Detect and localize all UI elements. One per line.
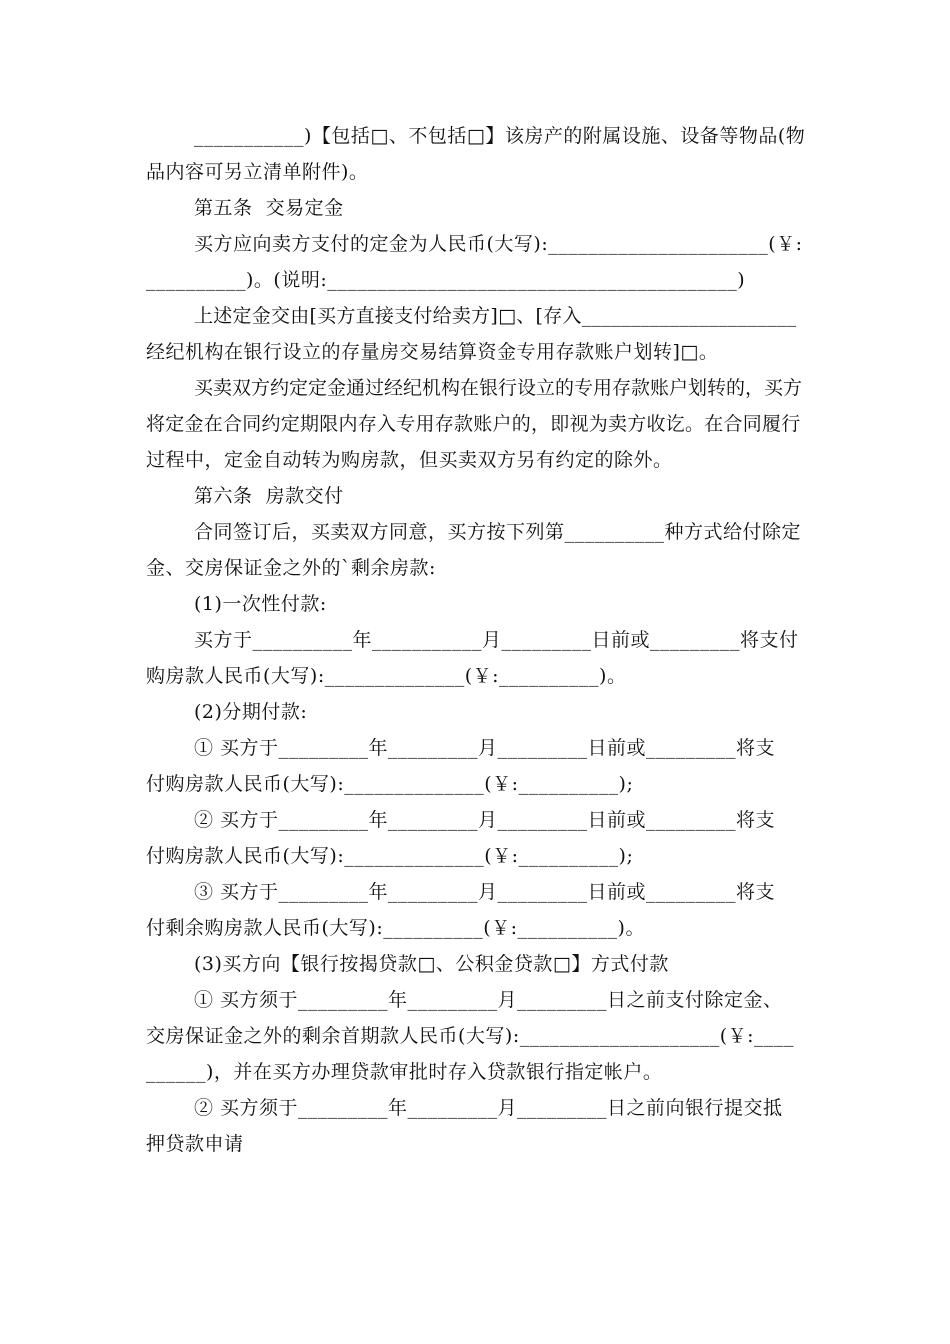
- text-line: ② 买方于_________年_________月_________日前或_________将支: [194, 809, 776, 831]
- text-line: 将定金在合同约定期限内存入专用存款账户的，即视为卖方收讫。在合同履行: [146, 413, 801, 435]
- text-line: ① 买方于_________年_________月_________日前或_________将支: [194, 737, 776, 759]
- text-line: __________)。(说明:_________________________________________): [146, 269, 746, 291]
- text-line: 品内容可另立清单附件)。: [146, 161, 369, 183]
- text-line: ② 买方须于_________年_________月_________日之前向银行提交抵: [194, 1097, 783, 1119]
- text-line: 付购房款人民币(大写):______________(￥:__________);: [146, 845, 634, 867]
- text-line: ① 买方须于_________年_________月_________日之前支付除定金、: [194, 989, 783, 1011]
- text-line: 押贷款申请: [146, 1133, 244, 1155]
- text-line: 购房款人民币(大写):______________(￥:__________)。: [146, 665, 627, 687]
- text-line: 经纪机构在银行设立的存量房交易结算资金专用存款账户划转]□。: [146, 341, 719, 363]
- text-line: 金、交房保证金之外的`剩余房款:: [146, 557, 436, 579]
- text-line: (3)买方向【银行按揭贷款□、公积金贷款□】方式付款: [194, 953, 669, 975]
- text-line: 买卖双方约定定金通过经纪机构在银行设立的专用存款账户划转的，买方: [194, 377, 803, 399]
- text-line: 付剩余购房款人民币(大写):__________(￥:__________)。: [146, 917, 645, 939]
- text-line: 合同签订后，买卖双方同意，买方按下列第__________种方式给付除定: [194, 521, 802, 543]
- text-line: 买方于__________年___________月_________日前或_________将支付: [194, 629, 799, 651]
- text-line: ______)，并在买方办理贷款审批时存入贷款银行指定帐户。: [146, 1061, 663, 1083]
- text-line: 过程中，定金自动转为购房款，但买卖双方另有约定的除外。: [146, 449, 673, 471]
- text-line: 付购房款人民币(大写):______________(￥:__________);: [146, 773, 634, 795]
- text-line: 交房保证金之外的剩余首期款人民币(大写):____________________(￥:____: [146, 1025, 795, 1047]
- section-heading: 第六条 房款交付: [194, 485, 344, 507]
- text-line: (1)一次性付款:: [194, 593, 327, 615]
- text-line: ③ 买方于_________年_________月_________日前或_________将支: [194, 881, 776, 903]
- text-line: 上述定金交由[买方直接支付给卖方]□、[存入______________________: [194, 305, 797, 327]
- text-line: (2)分期付款:: [194, 701, 308, 723]
- text-line: ___________)【包括□、不包括□】该房产的附属设施、设备等物品(物: [194, 125, 806, 147]
- section-heading: 第五条 交易定金: [194, 197, 344, 219]
- text-line: 买方应向卖方支付的定金为人民币(大写):______________________(￥:: [194, 233, 803, 255]
